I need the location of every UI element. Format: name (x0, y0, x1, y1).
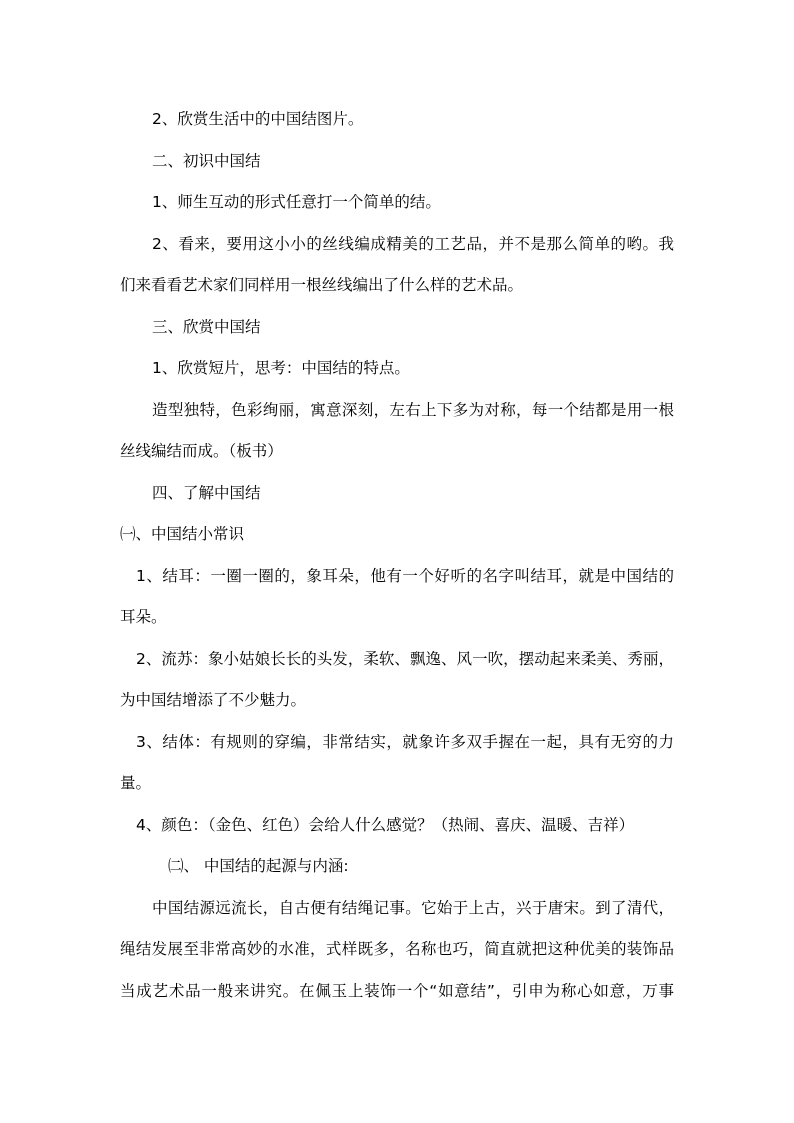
text-line: 1、欣赏短片，思考：中国结的特点。 (152, 359, 410, 377)
text-line: 2、欣赏生活中的中国结图片。 (152, 110, 364, 128)
text-line: 为中国结增添了不少魅力。 (120, 691, 307, 709)
text-line: 量。 (120, 774, 152, 792)
text-line: 绳结发展至非常高妙的水准，式样既多，名称也巧，简直就把这种优美的装饰品 (120, 940, 674, 958)
text-line: 3、结体：有规则的穿编，非常结实，就象许多双手握在一起，具有无穷的力 (136, 733, 674, 751)
section-heading: 二、初识中国结 (152, 152, 261, 170)
subsection-heading: ㈠、中国结小常识 (120, 525, 245, 543)
text-line: 当成艺术品一般来讲究。在佩玉上装饰一个“如意结”，引申为称心如意，万事 (120, 982, 674, 1000)
text-line: 丝线编结而成。（板书） (120, 442, 283, 460)
section-heading: 三、欣赏中国结 (152, 318, 261, 336)
text-line: 1、结耳：一圈一圈的，象耳朵，他有一个好听的名字叫结耳，就是中国结的 (136, 567, 674, 585)
text-line: 中国结源远流长，自古便有结绳记事。它始于上古，兴于唐宋。到了清代， (152, 899, 674, 917)
text-line: 2、流苏：象小姑娘长长的头发，柔软、飘逸、风一吹，摆动起来柔美、秀丽， (136, 650, 674, 668)
text-line: 2、看来，要用这小小的丝线编成精美的工艺品，并不是那么简单的哟。我 (152, 235, 674, 253)
text-line: 造型独特，色彩绚丽，寓意深刻，左右上下多为对称，每一个结都是用一根 (152, 401, 674, 419)
subsection-heading: ㈡、 中国结的起源与内涵: (168, 857, 349, 875)
section-heading: 四、了解中国结 (152, 484, 261, 502)
text-line: 们来看看艺术家们同样用一根丝线编出了什么样的艺术品。 (120, 276, 524, 294)
text-line: 1、师生互动的形式任意打一个简单的结。 (152, 193, 441, 211)
text-line: 4、颜色：（金色、红色）会给人什么感觉？（热闹、喜庆、温暖、吉祥） (136, 816, 635, 834)
text-line: 耳朵。 (120, 608, 167, 626)
